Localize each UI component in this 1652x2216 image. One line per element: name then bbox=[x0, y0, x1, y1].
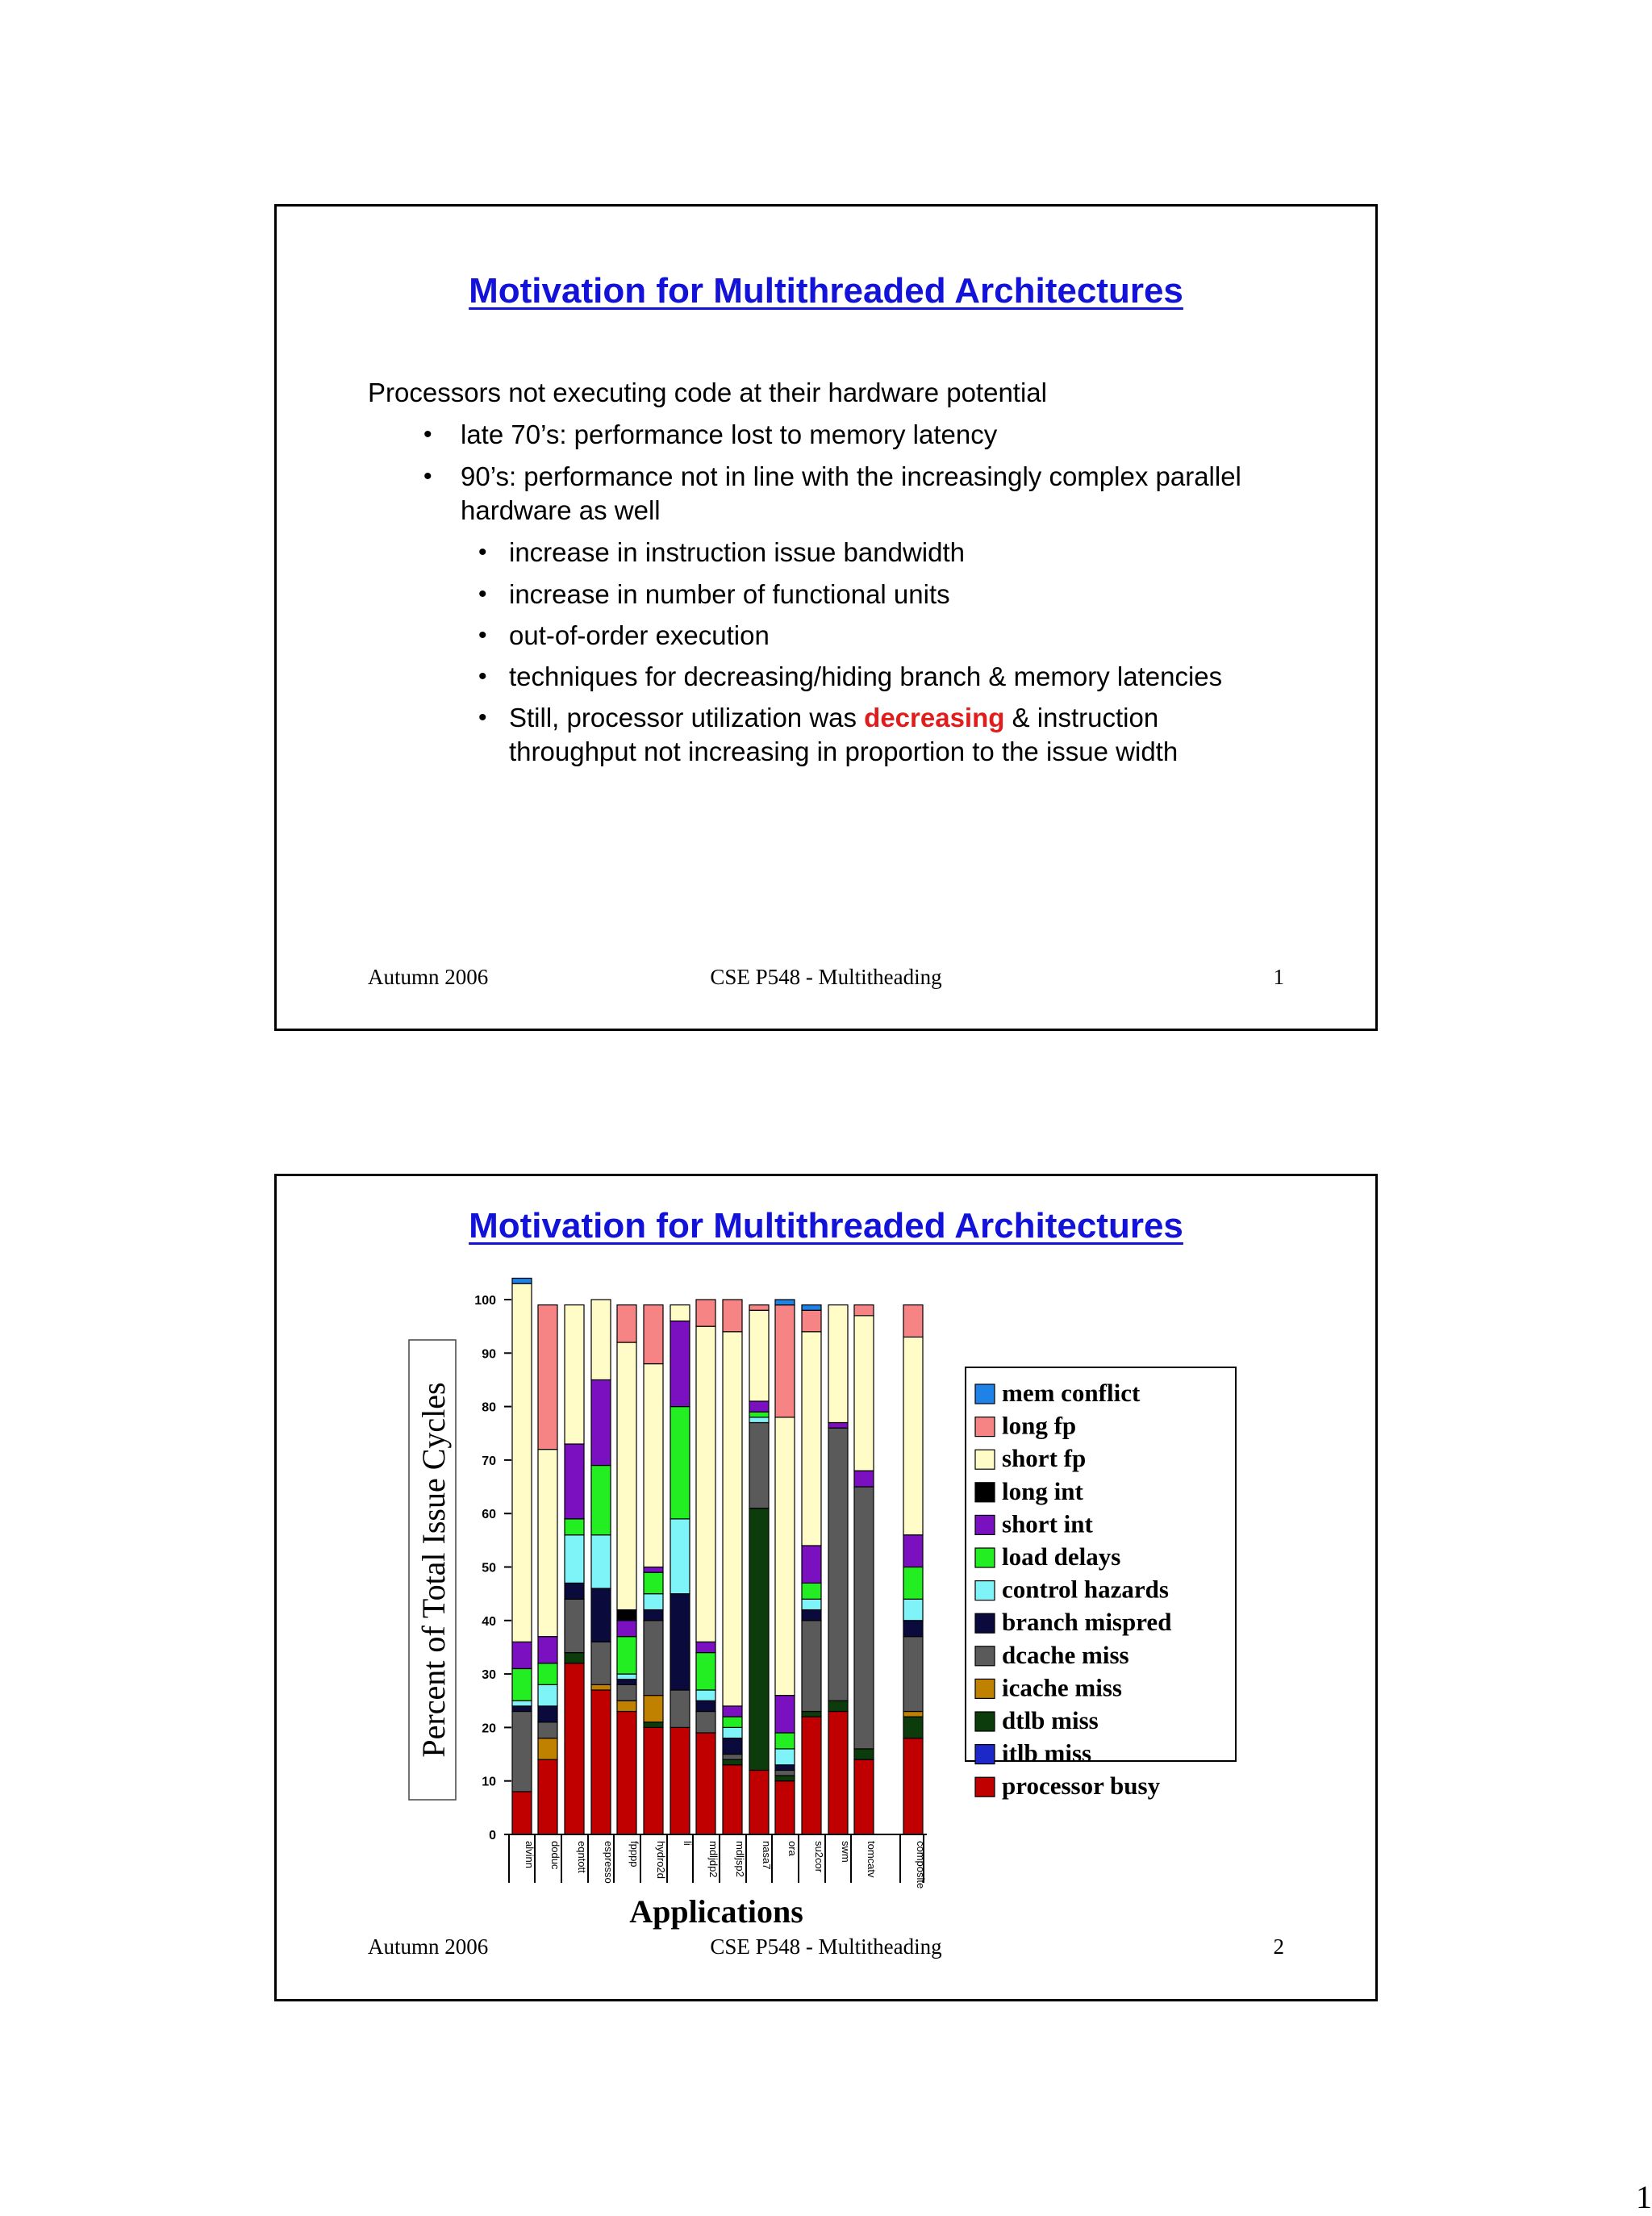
bullet-dot: • bbox=[478, 581, 487, 607]
legend-swatch bbox=[975, 1745, 995, 1764]
bar-segment-load-delays bbox=[802, 1583, 821, 1599]
legend-label: short int bbox=[1002, 1509, 1093, 1538]
bar-segment-branch-mispred bbox=[723, 1738, 742, 1755]
bar-segment-processor-busy bbox=[775, 1781, 795, 1834]
bar-segment-short-int bbox=[854, 1471, 874, 1487]
legend-label: dcache miss bbox=[1002, 1640, 1129, 1669]
bar-segment-load-delays bbox=[591, 1466, 611, 1535]
bar-segment-load-delays bbox=[696, 1653, 715, 1690]
subbullet-5-pre: Still, processor utilization was bbox=[509, 703, 865, 732]
bar-segment-dtlb-miss bbox=[644, 1722, 663, 1728]
bar-segment-long-fp bbox=[802, 1310, 821, 1332]
bar-segment-dtlb-miss bbox=[565, 1653, 584, 1663]
legend-label: itlb miss bbox=[1002, 1738, 1092, 1767]
x-tick-label: hydro2d bbox=[655, 1841, 667, 1879]
bar-segment-icache-miss bbox=[903, 1712, 923, 1717]
bar-segment-load-delays bbox=[670, 1407, 690, 1519]
bullet-dot: • bbox=[478, 704, 487, 731]
bar-segment-load-delays bbox=[723, 1717, 742, 1727]
bar-segment-dcache-miss bbox=[538, 1722, 557, 1738]
bar-segment-icache-miss bbox=[591, 1684, 611, 1690]
bar-segment-short-fp bbox=[644, 1364, 663, 1567]
bar-segment-short-int bbox=[723, 1706, 742, 1717]
bar-segment-short-int bbox=[775, 1696, 795, 1733]
y-axis-label: Percent of Total Issue Cycles bbox=[415, 1382, 452, 1758]
x-tick-label: ora bbox=[786, 1841, 799, 1856]
bar-segment-processor-busy bbox=[828, 1712, 848, 1834]
bar-segment-processor-busy bbox=[565, 1663, 584, 1834]
bar-segment-short-int bbox=[538, 1637, 557, 1663]
legend-label: load delays bbox=[1002, 1542, 1121, 1571]
bar-segment-load-delays bbox=[903, 1567, 923, 1600]
stacked-bar-chart bbox=[277, 1176, 1375, 1934]
y-tick-label: 30 bbox=[482, 1668, 496, 1683]
bar-segment-short-fp bbox=[854, 1316, 874, 1471]
bar-segment-short-int bbox=[670, 1321, 690, 1407]
y-tick-label: 80 bbox=[482, 1400, 496, 1415]
bar-segment-control-hazards bbox=[670, 1519, 690, 1594]
bar-segment-processor-busy bbox=[670, 1727, 690, 1834]
bar-segment-control-hazards bbox=[903, 1599, 923, 1621]
bar-segment-dtlb-miss bbox=[723, 1759, 742, 1765]
x-tick-label: su2cor bbox=[813, 1841, 825, 1873]
bullet-dot: • bbox=[423, 421, 432, 448]
bar-segment-short-int bbox=[591, 1379, 611, 1465]
bar-segment-short-int bbox=[903, 1535, 923, 1567]
legend-swatch bbox=[975, 1581, 995, 1600]
legend-swatch bbox=[975, 1712, 995, 1731]
y-tick-label: 40 bbox=[482, 1614, 496, 1629]
bar-segment-short-fp bbox=[723, 1332, 742, 1706]
bar-segment-branch-mispred bbox=[512, 1706, 532, 1712]
bar-segment-dtlb-miss bbox=[828, 1701, 848, 1711]
subbullet-1: increase in instruction issue bandwidth bbox=[509, 537, 965, 567]
legend-swatch bbox=[975, 1417, 995, 1437]
bar-segment-dtlb-miss bbox=[854, 1749, 874, 1759]
bar-segment-control-hazards bbox=[591, 1535, 611, 1588]
x-tick-label: eqntott bbox=[576, 1841, 588, 1873]
bar-segment-mem-conflict bbox=[512, 1278, 532, 1283]
bar-segment-branch-mispred bbox=[670, 1594, 690, 1690]
bar-segment-short-int bbox=[749, 1401, 769, 1412]
bar-segment-short-fp bbox=[802, 1332, 821, 1546]
bar-segment-short-fp bbox=[565, 1305, 584, 1444]
bullet-dot: • bbox=[423, 463, 432, 490]
bar-segment-control-hazards bbox=[617, 1674, 636, 1680]
bar-segment-control-hazards bbox=[749, 1417, 769, 1423]
bar-segment-branch-mispred bbox=[696, 1701, 715, 1711]
bar-segment-long-fp bbox=[749, 1305, 769, 1311]
bar-segment-processor-busy bbox=[749, 1770, 769, 1834]
footer-left: Autumn 2006 bbox=[368, 1934, 489, 1959]
slide-title: Motivation for Multithreaded Architectures bbox=[469, 1206, 1183, 1246]
bar-segment-icache-miss bbox=[644, 1696, 663, 1722]
bar-segment-dtlb-miss bbox=[903, 1717, 923, 1738]
bar-segment-long-int bbox=[617, 1610, 636, 1621]
bar-segment-processor-busy bbox=[696, 1733, 715, 1834]
bar-segment-branch-mispred bbox=[644, 1610, 663, 1621]
bar-segment-processor-busy bbox=[854, 1759, 874, 1834]
bar-segment-long-fp bbox=[775, 1305, 795, 1417]
slide-1 bbox=[274, 204, 1378, 1031]
bar-segment-control-hazards bbox=[802, 1599, 821, 1609]
bullet-2: 90’s: performance not in line with the increasingly complex parallel bbox=[461, 461, 1241, 491]
x-axis-label: Applications bbox=[629, 1893, 803, 1930]
bar-segment-long-fp bbox=[696, 1300, 715, 1326]
bar-segment-short-fp bbox=[670, 1305, 690, 1321]
bar-segment-branch-mispred bbox=[565, 1583, 584, 1599]
bar-segment-long-fp bbox=[854, 1305, 874, 1316]
bar-segment-control-hazards bbox=[512, 1701, 532, 1706]
bar-segment-load-delays bbox=[617, 1637, 636, 1674]
legend-swatch bbox=[975, 1384, 995, 1404]
x-tick-label: mdljdp2 bbox=[707, 1841, 720, 1878]
bar-segment-dcache-miss bbox=[591, 1642, 611, 1684]
y-tick-label: 60 bbox=[482, 1508, 496, 1522]
legend-swatch bbox=[975, 1613, 995, 1633]
slide-title: Motivation for Multithreaded Architectures bbox=[469, 271, 1183, 311]
subbullet-3: out-of-order execution bbox=[509, 620, 770, 650]
bar-segment-control-hazards bbox=[644, 1594, 663, 1610]
bar-segment-long-fp bbox=[644, 1305, 663, 1364]
bar-segment-short-int bbox=[644, 1567, 663, 1573]
footer-slide-number: 2 bbox=[1273, 1934, 1284, 1959]
bar-segment-processor-busy bbox=[538, 1759, 557, 1834]
bar-segment-branch-mispred bbox=[591, 1588, 611, 1642]
x-tick-label: composite bbox=[915, 1841, 927, 1889]
y-tick-label: 100 bbox=[474, 1294, 496, 1308]
x-tick-label: nasa7 bbox=[761, 1841, 773, 1870]
bar-segment-load-delays bbox=[644, 1572, 663, 1594]
x-tick-label: mdljsp2 bbox=[734, 1841, 746, 1877]
slide-2 bbox=[274, 1174, 1378, 2001]
bar-segment-load-delays bbox=[565, 1519, 584, 1535]
bar-segment-dcache-miss bbox=[565, 1599, 584, 1652]
footer-center: CSE P548 - Multitheading bbox=[710, 965, 942, 989]
bar-segment-icache-miss bbox=[538, 1738, 557, 1760]
bar-segment-dcache-miss bbox=[512, 1712, 532, 1792]
legend-swatch bbox=[975, 1679, 995, 1698]
bar-segment-dcache-miss bbox=[828, 1428, 848, 1701]
bar-segment-dcache-miss bbox=[854, 1487, 874, 1749]
bar-segment-short-fp bbox=[775, 1417, 795, 1696]
x-tick-label: tomcatv bbox=[866, 1841, 878, 1878]
bar-segment-short-int bbox=[828, 1422, 848, 1428]
decreasing-highlight: decreasing bbox=[864, 703, 1005, 732]
bullet-dot: • bbox=[478, 663, 487, 690]
legend-swatch bbox=[975, 1548, 995, 1567]
intro-text: Processors not executing code at their hardware potential bbox=[368, 378, 1047, 407]
bar-segment-icache-miss bbox=[617, 1701, 636, 1711]
subbullet-5-post: & instruction bbox=[1004, 703, 1159, 732]
legend-label: icache miss bbox=[1002, 1673, 1122, 1702]
footer-slide-number: 1 bbox=[1273, 965, 1284, 989]
bar-segment-control-hazards bbox=[565, 1535, 584, 1584]
bar-segment-short-int bbox=[696, 1642, 715, 1652]
legend-label: control hazards bbox=[1002, 1575, 1169, 1604]
bar-segment-branch-mispred bbox=[538, 1706, 557, 1722]
x-tick-label: alvinn bbox=[524, 1841, 536, 1868]
y-tick-label: 20 bbox=[482, 1721, 496, 1736]
bar-segment-processor-busy bbox=[591, 1690, 611, 1834]
bar-segment-dcache-miss bbox=[644, 1621, 663, 1696]
bar-segment-dcache-miss bbox=[617, 1684, 636, 1701]
legend-swatch bbox=[975, 1483, 995, 1502]
subbullet-4: techniques for decreasing/hiding branch & memory latencies bbox=[509, 661, 1223, 691]
bar-segment-short-fp bbox=[538, 1450, 557, 1637]
bar-segment-short-fp bbox=[617, 1342, 636, 1610]
bar-segment-load-delays bbox=[512, 1668, 532, 1701]
bar-segment-processor-busy bbox=[512, 1792, 532, 1834]
y-tick-label: 10 bbox=[482, 1775, 496, 1789]
x-tick-label: doduc bbox=[549, 1841, 561, 1870]
y-tick-label: 50 bbox=[482, 1561, 496, 1575]
y-tick-label: 0 bbox=[489, 1829, 496, 1842]
footer-left: Autumn 2006 bbox=[368, 965, 489, 989]
subbullet-5 bbox=[509, 701, 1158, 735]
bar-segment-control-hazards bbox=[723, 1727, 742, 1738]
bar-segment-dcache-miss bbox=[903, 1637, 923, 1712]
legend-label: long int bbox=[1002, 1476, 1083, 1505]
bar-segment-branch-mispred bbox=[617, 1680, 636, 1685]
bar-segment-load-delays bbox=[538, 1663, 557, 1685]
bar-segment-short-int bbox=[802, 1546, 821, 1583]
bar-segment-load-delays bbox=[749, 1412, 769, 1417]
bar-segment-mem-conflict bbox=[802, 1305, 821, 1311]
bar-segment-dcache-miss bbox=[775, 1770, 795, 1776]
bar-segment-short-int bbox=[617, 1621, 636, 1637]
bar-segment-processor-busy bbox=[644, 1727, 663, 1834]
bar-segment-long-fp bbox=[723, 1300, 742, 1332]
legend-label: branch mispred bbox=[1002, 1608, 1172, 1637]
legend-swatch bbox=[975, 1450, 995, 1469]
bar-segment-short-fp bbox=[591, 1300, 611, 1379]
bar-segment-short-fp bbox=[512, 1283, 532, 1642]
bar-segment-control-hazards bbox=[696, 1690, 715, 1701]
bar-segment-long-fp bbox=[903, 1305, 923, 1338]
x-tick-label: fpppp bbox=[628, 1841, 640, 1868]
x-tick-label: espresso bbox=[603, 1841, 615, 1884]
bar-segment-long-fp bbox=[538, 1305, 557, 1450]
bar-segment-control-hazards bbox=[775, 1749, 795, 1765]
bar-segment-short-fp bbox=[696, 1326, 715, 1642]
page-number: 1 bbox=[1636, 2179, 1652, 2215]
bar-segment-dtlb-miss bbox=[802, 1712, 821, 1717]
bar-segment-branch-mispred bbox=[775, 1765, 795, 1771]
bar-segment-mem-conflict bbox=[775, 1300, 795, 1305]
bar-segment-processor-busy bbox=[723, 1765, 742, 1834]
x-tick-label: swm bbox=[840, 1841, 852, 1863]
bar-segment-dcache-miss bbox=[696, 1712, 715, 1734]
y-tick-label: 70 bbox=[482, 1454, 496, 1468]
bar-segment-dtlb-miss bbox=[749, 1509, 769, 1771]
bar-segment-dcache-miss bbox=[749, 1422, 769, 1508]
bar-segment-control-hazards bbox=[538, 1684, 557, 1706]
bullet-dot: • bbox=[478, 539, 487, 565]
bar-segment-load-delays bbox=[775, 1733, 795, 1749]
bar-segment-processor-busy bbox=[802, 1717, 821, 1834]
legend-swatch bbox=[975, 1515, 995, 1534]
bar-segment-short-fp bbox=[749, 1310, 769, 1401]
bar-segment-branch-mispred bbox=[802, 1610, 821, 1621]
footer-center: CSE P548 - Multitheading bbox=[710, 1934, 942, 1959]
bar-segment-dcache-miss bbox=[802, 1621, 821, 1712]
x-tick-label: li bbox=[682, 1841, 694, 1846]
bar-segment-long-fp bbox=[617, 1305, 636, 1342]
legend-label: short fp bbox=[1002, 1444, 1087, 1473]
bar-segment-short-fp bbox=[828, 1305, 848, 1423]
legend-label: long fp bbox=[1002, 1411, 1077, 1440]
legend-swatch bbox=[975, 1777, 995, 1797]
legend-label: processor busy bbox=[1002, 1772, 1161, 1801]
legend-swatch bbox=[975, 1646, 995, 1666]
y-tick-label: 90 bbox=[482, 1347, 496, 1362]
bar-segment-dtlb-miss bbox=[775, 1776, 795, 1781]
legend-label: dtlb miss bbox=[1002, 1706, 1099, 1734]
bullet-1: late 70’s: performance lost to memory latency bbox=[461, 419, 998, 449]
legend-label: mem conflict bbox=[1002, 1379, 1141, 1407]
bar-segment-processor-busy bbox=[903, 1738, 923, 1834]
bullet-dot: • bbox=[478, 622, 487, 649]
bar-segment-branch-mispred bbox=[903, 1621, 923, 1637]
bullet-2-cont: hardware as well bbox=[461, 495, 661, 525]
bar-segment-short-int bbox=[512, 1642, 532, 1668]
bar-segment-short-fp bbox=[903, 1337, 923, 1534]
subbullet-2: increase in number of functional units bbox=[509, 579, 950, 609]
bar-segment-short-int bbox=[565, 1444, 584, 1519]
bar-segment-dcache-miss bbox=[723, 1755, 742, 1760]
bar-segment-processor-busy bbox=[617, 1712, 636, 1834]
bar-segment-dcache-miss bbox=[670, 1690, 690, 1727]
subbullet-5-cont: throughput not increasing in proportion to the issue width bbox=[509, 737, 1179, 766]
